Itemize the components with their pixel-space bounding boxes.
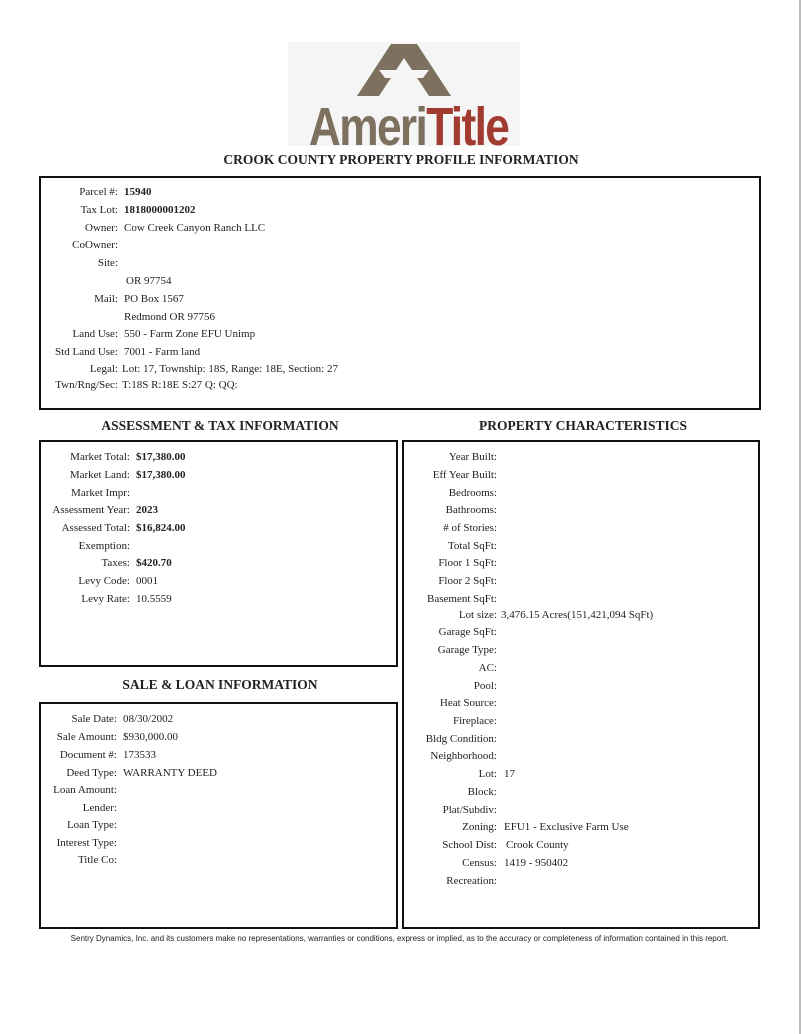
plat-label: Plat/Subdiv: xyxy=(442,804,497,816)
logo-triangle-icon xyxy=(333,42,475,102)
eff-year-label: Eff Year Built: xyxy=(432,469,497,481)
pool-label: Pool: xyxy=(473,680,497,692)
levy-code-label: Levy Code: xyxy=(78,575,130,587)
ameritite-logo xyxy=(288,42,520,157)
levy-rate-label: Levy Rate: xyxy=(81,593,130,605)
interest-type-label: Interest Type: xyxy=(56,837,117,849)
lender-label: Lender: xyxy=(82,802,117,814)
lot-size-label: Lot size: xyxy=(458,609,497,621)
sale-amount-value: $930,000.00 xyxy=(123,731,178,743)
owner-value: Cow Creek Canyon Ranch LLC xyxy=(124,222,266,234)
total-sqft-label: Total SqFt: xyxy=(447,540,497,552)
loan-amount-label: Loan Amount: xyxy=(53,784,117,796)
assessment-year-value: 2023 xyxy=(136,504,158,516)
mail-value: PO Box 1567 xyxy=(124,293,184,305)
taxlot-value: 1818000001202 xyxy=(124,204,196,216)
garage-type-label: Garage Type: xyxy=(437,644,497,656)
assessed-total-label: Assessed Total: xyxy=(61,522,130,534)
legal-value: Lot: 17, Township: 18S, Range: 18E, Section: 27 xyxy=(122,363,338,375)
assessment-heading: ASSESSMENT & TAX INFORMATION xyxy=(101,418,339,433)
zoning-value: EFU1 - Exclusive Farm Use xyxy=(504,821,629,833)
taxes-value: $420.70 xyxy=(136,557,172,569)
garage-sqft-label: Garage SqFt: xyxy=(438,626,497,638)
school-value: Crook County xyxy=(506,839,569,851)
levy-code-value: 0001 xyxy=(136,575,158,587)
assessment-year-label: Assessment Year: xyxy=(52,504,130,516)
loan-type-label: Loan Type: xyxy=(66,819,117,831)
basement-label: Basement SqFt: xyxy=(427,593,497,605)
characteristics-heading: PROPERTY CHARACTERISTICS xyxy=(479,418,687,433)
sale-date-value: 08/30/2002 xyxy=(123,713,174,725)
taxlot-label: Tax Lot: xyxy=(80,204,118,216)
deed-type-value: WARRANTY DEED xyxy=(123,767,217,779)
stdlanduse-label: Std Land Use: xyxy=(55,346,118,358)
stdlanduse-value: 7001 - Farm land xyxy=(124,346,201,358)
logo-title: Title xyxy=(426,97,509,157)
ac-label: AC: xyxy=(478,662,497,674)
floor1-label: Floor 1 SqFt: xyxy=(438,557,497,569)
market-land-label: Market Land: xyxy=(69,469,130,481)
lot-label: Lot: xyxy=(478,768,497,780)
bedrooms-label: Bedrooms: xyxy=(448,487,497,499)
market-land-value: $17,380.00 xyxy=(136,469,186,481)
floor2-label: Floor 2 SqFt: xyxy=(438,575,497,587)
block-label: Block: xyxy=(467,786,497,798)
parcel-label: Parcel #: xyxy=(79,186,118,198)
market-total-value: $17,380.00 xyxy=(136,451,186,463)
bldg-condition-label: Bldg Condition: xyxy=(425,733,497,745)
document-label: Document #: xyxy=(59,749,117,761)
bathrooms-label: Bathrooms: xyxy=(445,504,497,516)
sale-amount-label: Sale Amount: xyxy=(56,731,117,743)
census-label: Census: xyxy=(462,857,497,869)
recreation-label: Recreation: xyxy=(446,875,497,887)
disclaimer: Sentry Dynamics, Inc. and its customers make no representations, warranties or conditions, express or implied, as to the accuracy or completeness of information contained in this report. xyxy=(70,934,729,943)
sale-heading: SALE & LOAN INFORMATION xyxy=(122,677,318,692)
heat-source-label: Heat Source: xyxy=(439,697,497,709)
neighborhood-label: Neighborhood: xyxy=(430,750,497,762)
assessed-total-value: $16,824.00 xyxy=(136,522,186,534)
zoning-label: Zoning: xyxy=(462,821,497,833)
coowner-label: CoOwner: xyxy=(72,239,118,251)
twn-label: Twn/Rng/Sec: xyxy=(55,379,118,391)
mail-label: Mail: xyxy=(94,293,118,305)
market-total-label: Market Total: xyxy=(70,451,130,463)
legal-label: Legal: xyxy=(89,363,118,375)
levy-rate-value: 10.5559 xyxy=(136,593,172,605)
logo-ameri: Ameri xyxy=(308,97,427,157)
owner-label: Owner: xyxy=(85,222,118,234)
document-value: 173533 xyxy=(123,749,156,761)
year-built-label: Year Built: xyxy=(448,451,497,463)
landuse-label: Land Use: xyxy=(72,328,118,340)
lot-value: 17 xyxy=(504,768,515,780)
title-co-label: Title Co: xyxy=(77,854,117,866)
taxes-label: Taxes: xyxy=(101,557,130,569)
lot-size-value: 3,476.15 Acres(151,421,094 SqFt) xyxy=(501,609,654,621)
deed-type-label: Deed Type: xyxy=(66,767,117,779)
fireplace-label: Fireplace: xyxy=(453,715,497,727)
stories-label: # of Stories: xyxy=(443,522,497,534)
mail-city: Redmond OR 97756 xyxy=(124,311,216,323)
site-city: OR 97754 xyxy=(126,275,172,287)
market-impr-label: Market Impr: xyxy=(71,487,130,499)
logo-wordmark xyxy=(308,97,509,157)
site-label: Site: xyxy=(97,257,118,269)
page-title: CROOK COUNTY PROPERTY PROFILE INFORMATION xyxy=(223,152,579,167)
landuse-value: 550 - Farm Zone EFU Unimp xyxy=(124,328,256,340)
census-value: 1419 - 950402 xyxy=(504,857,569,869)
exemption-label: Exemption: xyxy=(78,540,130,552)
twn-value: T:18S R:18E S:27 Q: QQ: xyxy=(122,379,238,391)
school-label: School Dist: xyxy=(442,839,497,851)
sale-date-label: Sale Date: xyxy=(71,713,117,725)
parcel-value: 15940 xyxy=(124,186,152,198)
